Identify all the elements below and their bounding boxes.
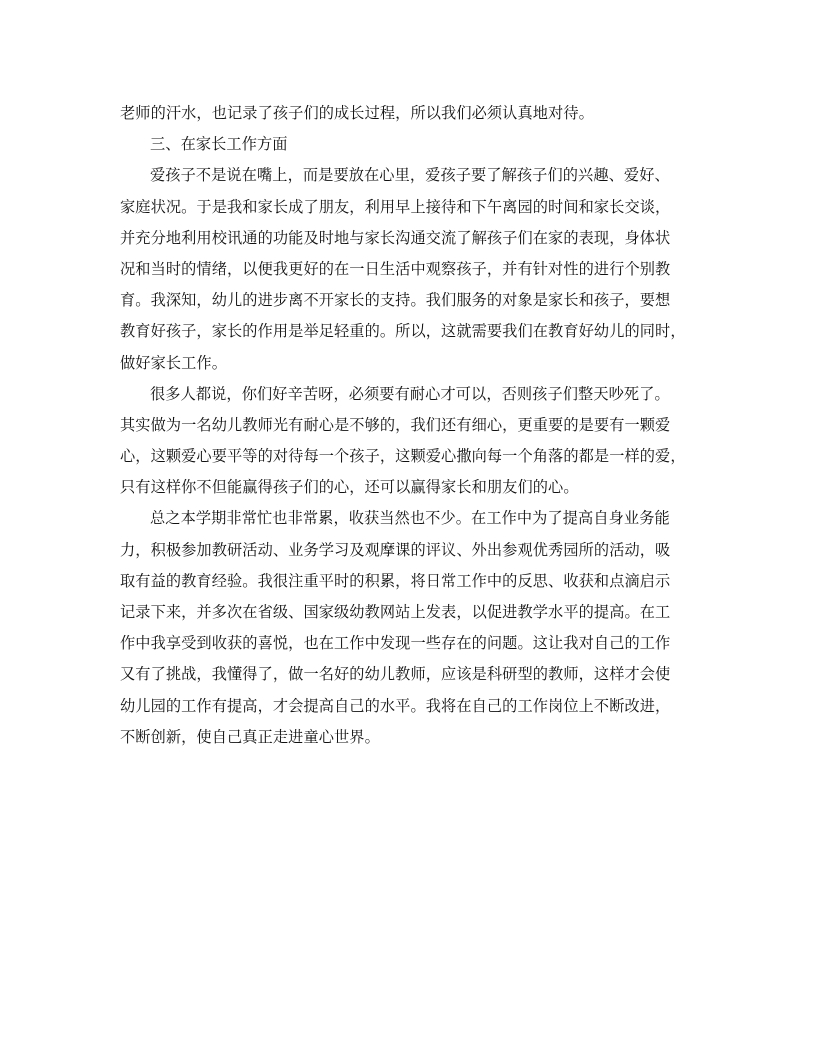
document-body <box>120 98 695 753</box>
paragraph-line: 作中我享受到收获的喜悦，也在工作中发现一些存在的问题。这让我对自己的工作 <box>120 634 671 653</box>
paragraph-line: 况和当时的情绪，以便我更好的在一日生活中观察孩子，并有针对性的进行个别教 <box>120 259 671 278</box>
paragraph-line: 很多人都说，你们好辛苦呀，必须要有耐心才可以，否则孩子们整天吵死了。 <box>150 384 670 403</box>
paragraph-line: 总之本学期非常忙也非常累，收获当然也不少。在工作中为了提高自身业务能 <box>150 509 670 528</box>
paragraph-line: 并充分地利用校讯通的功能及时地与家长沟通交流了解孩子们在家的表现，身体状 <box>120 228 671 247</box>
paragraph-continuation-line: 老师的汗水，也记录了孩子们的成长过程，所以我们必须认真地对待。 <box>120 104 594 122</box>
paragraph-line: 取有益的教育经验。我很注重平时的积累，将日常工作中的反思、收获和点滴启示 <box>120 571 671 590</box>
paragraph-line: 记录下来，并多次在省级、国家级幼教网站上发表，以促进教学水平的提高。在工 <box>120 603 671 621</box>
paragraph-line: 其实做为一名幼儿教师光有耐心是不够的，我们还有细心，更重要的是要有一颗爱 <box>120 415 671 434</box>
paragraph-line: 力，积极参加教研活动、业务学习及观摩课的评议、外出参观优秀园所的活动，吸 <box>120 540 671 559</box>
paragraph-line: 教育好孩子，家长的作用是举足轻重的。所以，这就需要我们在教育好幼儿的同时， <box>120 322 686 341</box>
paragraph-line: 不断创新，使自己真正走进童心世界。 <box>120 727 380 746</box>
paragraph-line: 心，这颗爱心要平等的对待每一个孩子，这颗爱心撒向每一个角落的都是一样的爱， <box>120 447 686 466</box>
paragraph-line: 只有这样你不但能赢得孩子们的心，还可以赢得家长和朋友们的心。 <box>120 478 579 497</box>
paragraph-line: 做好家长工作。 <box>120 353 228 372</box>
section-heading-parent-work: 三、在家长工作方面 <box>150 135 288 154</box>
paragraph-line: 幼儿园的工作有提高，才会提高自己的水平。我将在自己的工作岗位上不断改进， <box>120 696 671 715</box>
paragraph-line: 家庭状况。于是我和家长成了朋友，利用早上接待和下午离园的时间和家长交谈， <box>120 197 671 216</box>
paragraph-line: 又有了挑战，我懂得了，做一名好的幼儿教师，应该是科研型的教师，这样才会使 <box>120 665 671 684</box>
paragraph-line: 爱孩子不是说在嘴上，而是要放在心里，爱孩子要了解孩子们的兴趣、爱好、 <box>150 166 670 185</box>
paragraph-line: 育。我深知，幼儿的进步离不开家长的支持。我们服务的对象是家长和孩子，要想 <box>120 291 671 310</box>
